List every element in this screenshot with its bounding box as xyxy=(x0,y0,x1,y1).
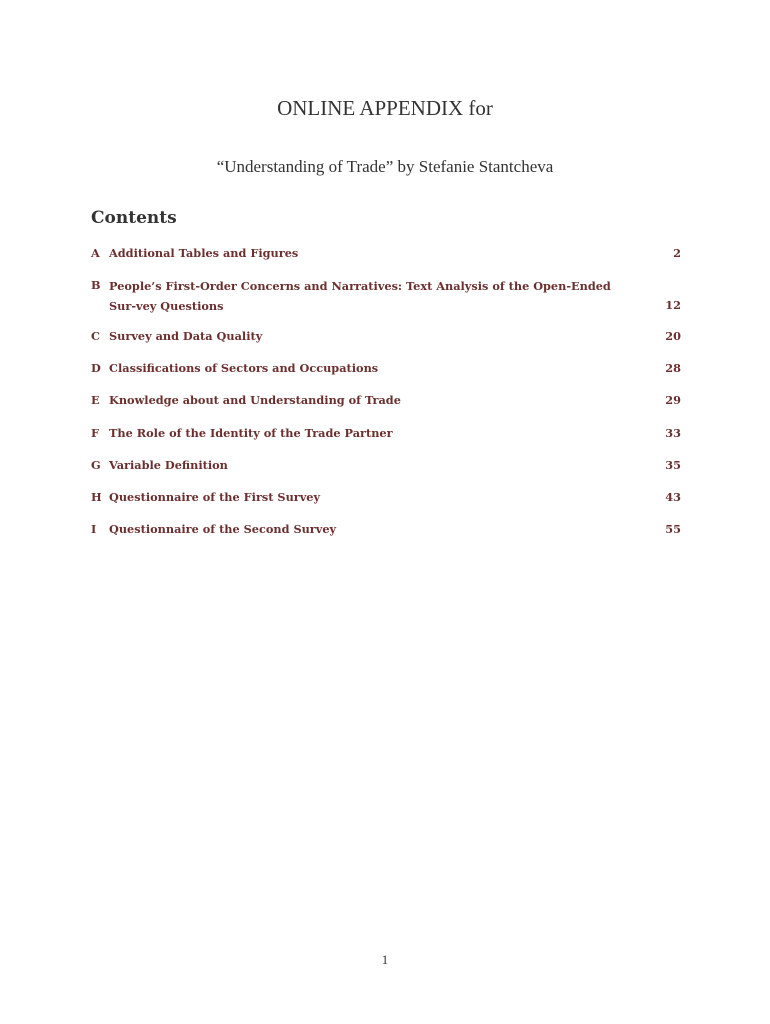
toc-page-number: 33 xyxy=(665,426,681,440)
toc-letter: G xyxy=(91,458,101,472)
toc-title: Questionnaire of the First Survey xyxy=(109,490,321,504)
toc-title: Survey and Data Quality xyxy=(109,329,263,343)
toc-title: Additional Tables and Figures xyxy=(109,246,299,260)
toc-letter: B xyxy=(91,278,101,292)
toc-page-number: 20 xyxy=(665,329,681,343)
page-title: ONLINE APPENDIX for xyxy=(277,96,493,120)
toc-page-number: 29 xyxy=(665,393,681,407)
toc-letter: A xyxy=(91,246,100,260)
toc-title: Knowledge about and Understanding of Trade xyxy=(109,393,401,407)
toc-title: The Role of the Identity of the Trade Partner xyxy=(109,426,393,440)
toc-letter: F xyxy=(91,426,100,440)
toc-page-number: 35 xyxy=(665,458,681,472)
page-subtitle: “Understanding of Trade” by Stefanie Stantcheva xyxy=(216,157,554,176)
toc-letter: I xyxy=(91,522,97,536)
contents-heading: Contents xyxy=(91,208,177,228)
page-number: 1 xyxy=(381,952,389,967)
toc-title: Questionnaire of the Second Survey xyxy=(109,522,337,536)
toc-letter: H xyxy=(91,490,102,504)
toc-page-number: 43 xyxy=(665,490,681,504)
toc-entry-b[interactable] xyxy=(91,276,681,316)
toc-letter: E xyxy=(91,393,100,407)
toc-letter: D xyxy=(91,361,101,375)
toc-page-number: 2 xyxy=(673,246,681,260)
toc-letter: C xyxy=(91,329,100,343)
toc-title: Classifications of Sectors and Occupations xyxy=(109,361,379,375)
toc-page-number: 28 xyxy=(665,361,681,375)
toc-page-number: 55 xyxy=(665,522,681,536)
toc-title: People’s First-Order Concerns and Narratives: Text Analysis of the Open-Ended Sur-vey Questions xyxy=(109,279,611,313)
toc-page-number: 12 xyxy=(665,298,681,312)
toc-title: Variable Definition xyxy=(109,458,228,472)
